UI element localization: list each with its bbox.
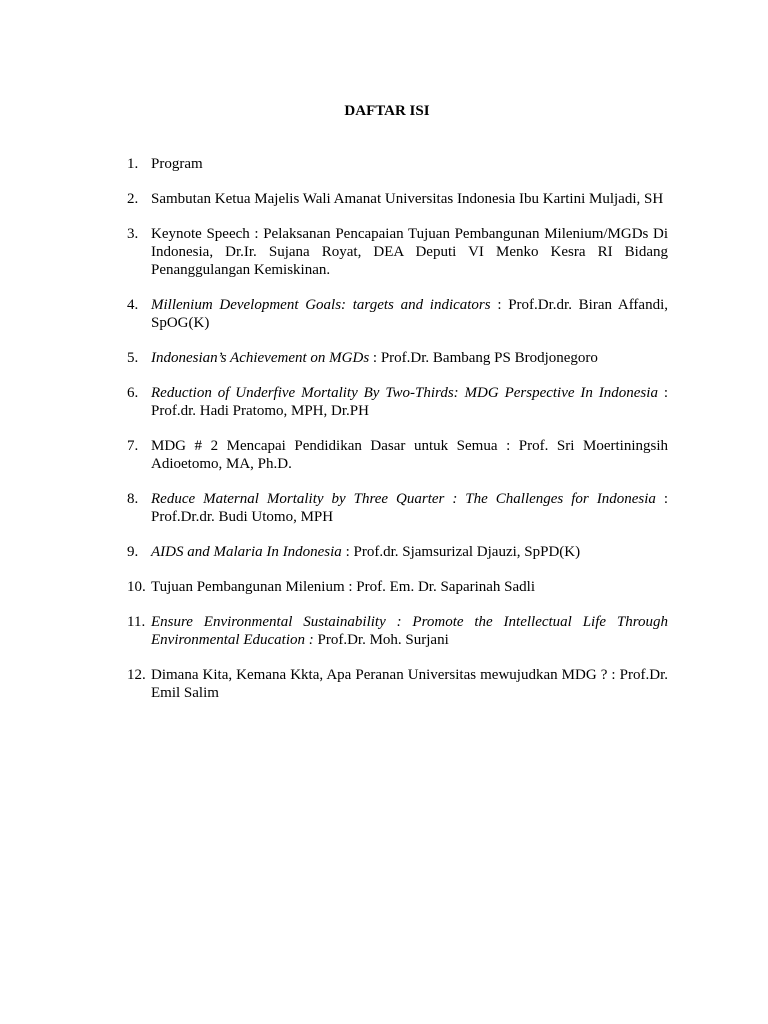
toc-entry-plain-text: : Prof.Dr.dr. Biran Affandi, SpOG(K) bbox=[151, 297, 668, 331]
toc-entry-plain-text: Tujuan Pembangunan Milenium : Prof. Em. Dr. Saparinah Sadli bbox=[151, 579, 536, 595]
toc-entry-plain-text: Keynote Speech : Pelaksanan Pencapaian Tujuan Pembangunan Milenium/MGDs Di Indonesia, Dr.Ir. Sujana Royat, DEA Deputi VI Menko Kesra RI Bidang Penanggulangan Kemiskinan. bbox=[151, 226, 668, 278]
toc-entry-number: 11. bbox=[127, 614, 146, 630]
toc-entry-number: 8. bbox=[127, 491, 139, 507]
toc-entry-number: 12. bbox=[127, 667, 146, 683]
toc-entry-plain-text: MDG # 2 Mencapai Pendidikan Dasar untuk Semua : Prof. Sri Moertiningsih Adioetomo, MA, Ph.D. bbox=[151, 438, 668, 472]
toc-entry-plain-text: Sambutan Ketua Majelis Wali Amanat Universitas Indonesia Ibu Kartini Muljadi, SH bbox=[151, 191, 664, 207]
toc-entry-number: 4. bbox=[127, 297, 139, 313]
toc-entry-plain-text: : Prof.dr. Sjamsurizal Djauzi, SpPD(K) bbox=[341, 544, 581, 560]
toc-entry-plain-text: Dimana Kita, Kemana Kkta, Apa Peranan Universitas mewujudkan MDG ? : Prof.Dr. Emil Salim bbox=[151, 667, 668, 701]
toc-entry-plain-text: Prof.Dr. Moh. Surjani bbox=[313, 632, 449, 648]
toc-entry-text bbox=[151, 190, 668, 208]
toc-entry bbox=[127, 384, 668, 420]
toc-entry-italic-title: Reduce Maternal Mortality by Three Quarter : The Challenges for Indonesia bbox=[151, 491, 656, 507]
toc-entry-plain-text: Program bbox=[151, 156, 203, 172]
toc-entry-number: 1. bbox=[127, 156, 139, 172]
toc-entry bbox=[127, 666, 668, 702]
table-of-contents bbox=[127, 155, 668, 719]
toc-entry-text bbox=[151, 155, 668, 173]
toc-entry bbox=[127, 578, 668, 596]
toc-entry-text bbox=[151, 437, 668, 473]
toc-entry bbox=[127, 155, 668, 173]
toc-entry-text bbox=[151, 349, 668, 367]
page-title: DAFTAR ISI bbox=[344, 103, 430, 119]
toc-entry-number: 6. bbox=[127, 385, 139, 401]
toc-entry-text bbox=[151, 666, 668, 702]
toc-entry-number: 5. bbox=[127, 350, 139, 366]
toc-entry bbox=[127, 613, 668, 649]
toc-entry-italic-title: AIDS and Malaria In Indonesia bbox=[151, 544, 342, 560]
toc-entry bbox=[127, 190, 668, 208]
toc-entry bbox=[127, 437, 668, 473]
toc-entry-italic-title: Reduction of Underfive Mortality By Two-Thirds: MDG Perspective In Indonesia bbox=[151, 385, 658, 401]
toc-entry-number: 7. bbox=[127, 438, 139, 454]
toc-entry bbox=[127, 349, 668, 367]
toc-entry bbox=[127, 543, 668, 561]
toc-entry-text bbox=[151, 296, 668, 332]
toc-entry-text bbox=[151, 490, 668, 526]
toc-entry-text bbox=[151, 613, 668, 649]
toc-entry-plain-text: : Prof.Dr.dr. Budi Utomo, MPH bbox=[151, 491, 668, 525]
toc-entry bbox=[127, 225, 668, 279]
toc-entry-number: 10. bbox=[127, 579, 146, 595]
toc-entry-italic-title: Indonesian’s Achievement on MGDs bbox=[151, 350, 370, 366]
toc-entry-number: 3. bbox=[127, 226, 139, 242]
toc-entry-number: 2. bbox=[127, 191, 139, 207]
toc-entry-text bbox=[151, 225, 668, 279]
toc-entry bbox=[127, 490, 668, 526]
toc-entry-text bbox=[151, 384, 668, 420]
toc-entry-text bbox=[151, 543, 668, 561]
toc-entry-italic-title: Millenium Development Goals: targets and indicators bbox=[151, 297, 491, 313]
toc-entry-italic-title: Ensure Environmental Sustainability : Promote the Intellectual Life Through Environmental Education : bbox=[151, 614, 668, 648]
toc-entry-plain-text: : Prof.dr. Hadi Pratomo, MPH, Dr.PH bbox=[151, 385, 668, 419]
toc-entry-text bbox=[151, 578, 668, 596]
toc-entry-number: 9. bbox=[127, 544, 139, 560]
toc-entry bbox=[127, 296, 668, 332]
toc-entry-plain-text: : Prof.Dr. Bambang PS Brodjonegoro bbox=[369, 350, 598, 366]
